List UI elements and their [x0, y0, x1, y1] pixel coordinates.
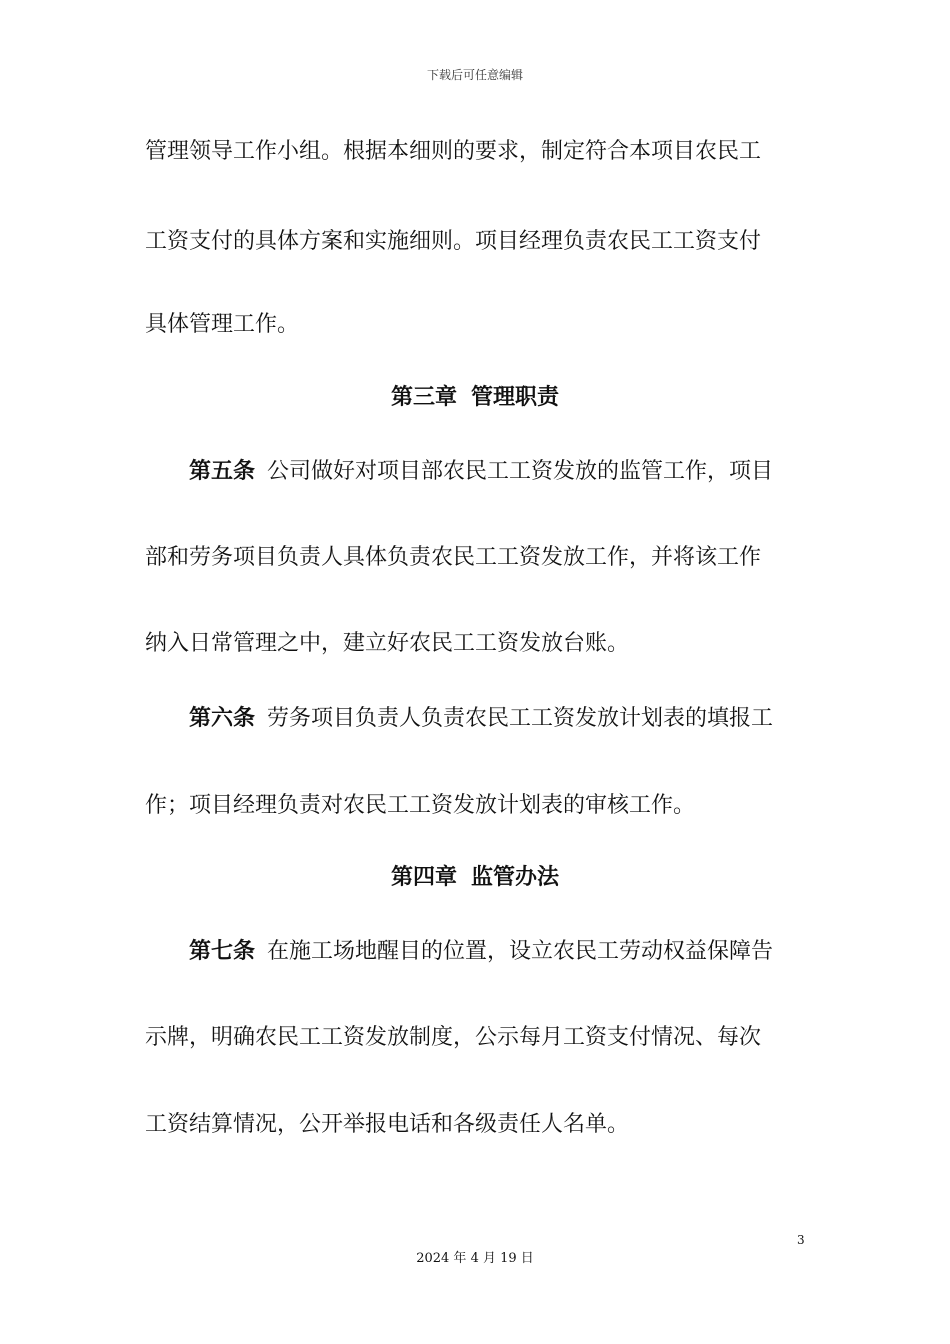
paragraph-line: 作；项目经理负责对农民工工资发放计划表的审核工作。 [145, 793, 696, 818]
paragraph-line: 具体管理工作。 [145, 312, 300, 337]
article-label: 第六条 [189, 706, 256, 731]
article-5-line [189, 457, 805, 487]
article-text: 在施工场地醒目的位置，设立农民工劳动权益保障告 [267, 939, 774, 964]
chapter-title: 管理职责 [471, 385, 560, 410]
chapter-heading-3 [0, 383, 950, 413]
page-header: 下载后可任意编辑 [426, 68, 523, 82]
article-text: 劳务项目负责人负责农民工工资发放计划表的填报工 [267, 706, 774, 731]
paragraph-line: 管理领导工作小组。根据本细则的要求，制定符合本项目农民工 [145, 139, 762, 164]
chapter-heading-4 [0, 863, 950, 893]
chapter-number: 第三章 [390, 385, 457, 410]
paragraph-line: 纳入日常管理之中，建立好农民工工资发放台账。 [145, 631, 630, 656]
article-text: 公司做好对项目部农民工工资发放的监管工作，项目 [267, 459, 774, 484]
page-footer-date: 2024 年 4 月 19 日 [416, 1251, 534, 1266]
paragraph-line: 工资结算情况，公开举报电话和各级责任人名单。 [145, 1112, 630, 1137]
paragraph-line: 工资支付的具体方案和实施细则。项目经理负责农民工工资支付 [145, 229, 762, 254]
article-label: 第五条 [189, 459, 256, 484]
chapter-title: 监管办法 [471, 865, 560, 890]
paragraph-line: 部和劳务项目负责人具体负责农民工工资发放工作，并将该工作 [145, 545, 762, 570]
chapter-number: 第四章 [390, 865, 457, 890]
page-number: 3 [797, 1233, 805, 1247]
paragraph-line: 示牌，明确农民工工资发放制度，公示每月工资支付情况、每次 [145, 1025, 762, 1050]
article-6-line [189, 704, 805, 734]
article-7-line [189, 937, 805, 967]
article-label: 第七条 [189, 939, 256, 964]
